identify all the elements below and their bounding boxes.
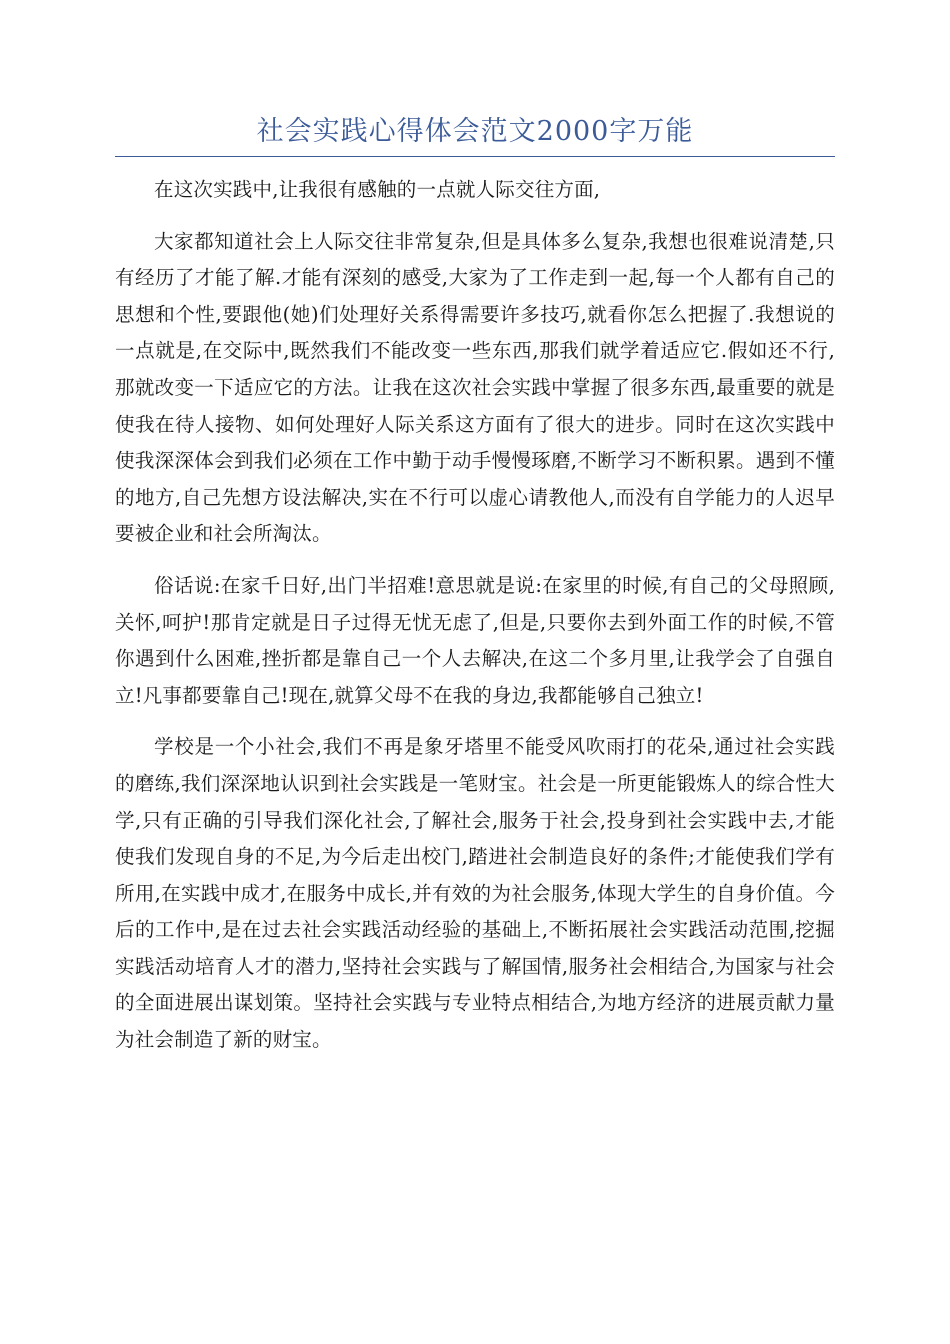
document-title: 社会实践心得体会范文2000字万能: [256, 116, 694, 147]
title-block: [115, 112, 835, 157]
paragraph: 学校是一个小社会,我们不再是象牙塔里不能受风吹雨打的花朵,通过社会实践的磨练,我们深深地认识到社会实践是一笔财宝。社会是一所更能锻炼人的综合性大学,只有正确的引导我们深化社会,了解社会,服务于社会,投身到社会实践中去,才能使我们发现自身的不足,为今后走出校门,踏进社会制造良好的条件;才能使我们学有所用,在实践中成才,在服务中成长,并有效的为社会服务,体现大学生的自身价值。今后的工作中,是在过去社会实践活动经验的基础上,不断拓展社会实践活动范围,挖掘实践活动培育人才的潜力,坚持社会实践与了解国情,服务社会相结合,为国家与社会的全面进展出谋划策。坚持社会实践与专业特点相结合,为地方经济的进展贡献力量为社会制造了新的财宝。: [115, 735, 835, 1052]
paragraph: 俗话说:在家千日好,出门半招难!意思就是说:在家里的时候,有自己的父母照顾,关怀,呵护!那肯定就是日子过得无忧无虑了,但是,只要你去到外面工作的时候,不管你遇到什么困难,挫折都是靠自己一个人去解决,在这二个多月里,让我学会了自强自立!凡事都要靠自己!现在,就算父母不在我的身边,我都能够自己独立!: [115, 573, 835, 707]
document-body: [115, 172, 835, 1074]
paragraph: 大家都知道社会上人际交往非常复杂,但是具体多么复杂,我想也很难说清楚,只有经历了才能了解.才能有深刻的感受,大家为了工作走到一起,每一个人都有自己的思想和个性,要跟他(她)们处理好关系得需要许多技巧,就看你怎么把握了.我想说的一点就是,在交际中,既然我们不能改变一些东西,那我们就学着适应它.假如还不行,那就改变一下适应它的方法。让我在这次社会实践中掌握了很多东西,最重要的就是使我在待人接物、如何处理好人际关系这方面有了很大的进步。同时在这次实践中使我深深体会到我们必须在工作中勤于动手慢慢琢磨,不断学习不断积累。遇到不懂的地方,自己先想方设法解决,实在不行可以虚心请教他人,而没有自学能力的人迟早要被企业和社会所淘汰。: [115, 229, 835, 546]
paragraph: 在这次实践中,让我很有感触的一点就人际交往方面,: [154, 178, 601, 201]
